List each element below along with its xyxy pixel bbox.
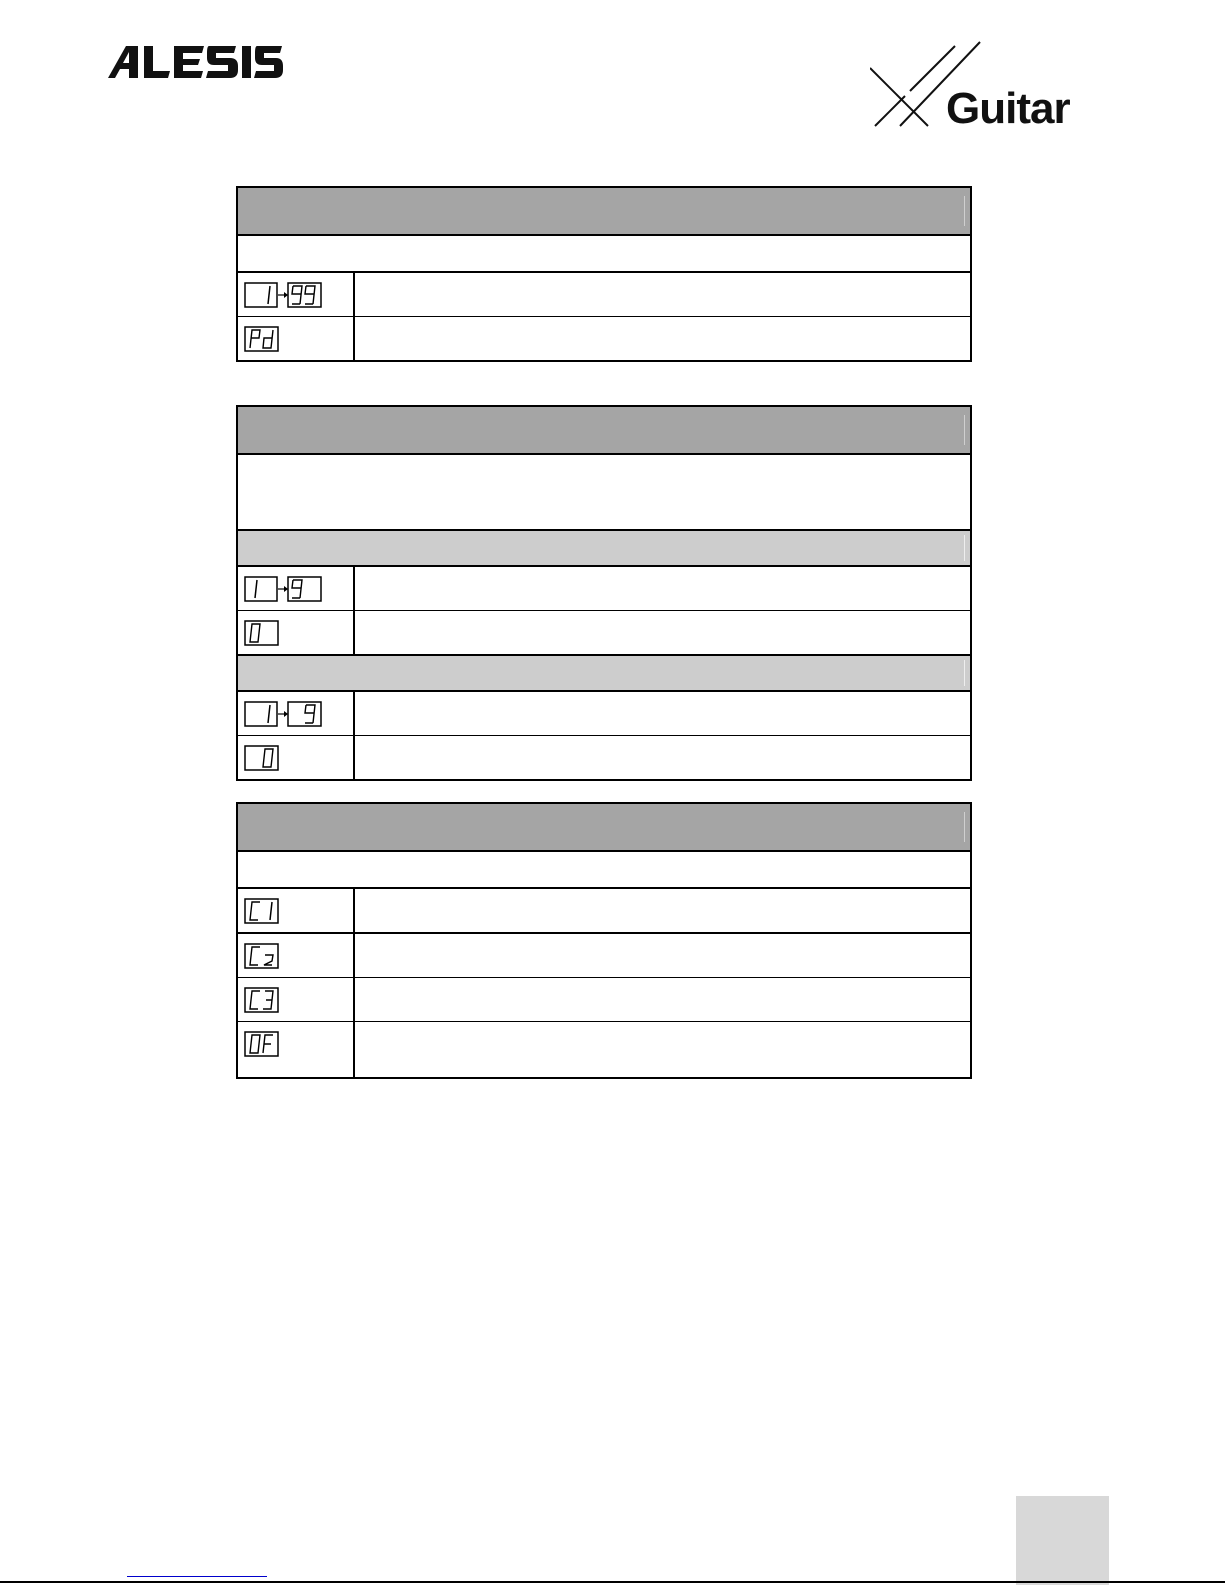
lcd-range-1-9-right-icon <box>244 701 322 727</box>
table-row <box>238 1022 970 1077</box>
table-1 <box>236 186 972 362</box>
table-1-description <box>238 236 970 273</box>
table-3-description <box>238 852 970 889</box>
table-1-header <box>238 188 970 236</box>
display-cell <box>238 273 355 316</box>
display-cell <box>238 978 355 1021</box>
lcd-c2-icon <box>244 943 280 969</box>
table-2 <box>236 405 972 781</box>
table-row <box>238 273 970 317</box>
display-cell <box>238 736 355 779</box>
lcd-c3-icon <box>244 987 280 1013</box>
table-row <box>238 567 970 611</box>
footer-rule <box>0 1581 1225 1583</box>
table-row <box>238 317 970 360</box>
table-3 <box>236 802 972 1079</box>
display-cell <box>238 611 355 654</box>
display-cell <box>238 567 355 610</box>
lcd-c1-icon <box>244 898 280 924</box>
table-3-header <box>238 804 970 852</box>
display-cell <box>238 934 355 977</box>
table-row <box>238 736 970 779</box>
table-2-header <box>238 407 970 455</box>
table-2-subheader-1 <box>238 531 970 567</box>
footer-link-underline <box>127 1576 267 1577</box>
lcd-range-1-99-icon <box>244 282 322 308</box>
display-cell <box>238 889 355 932</box>
lcd-0-right-icon <box>244 745 280 771</box>
table-row <box>238 692 970 736</box>
lcd-of-icon <box>244 1031 280 1057</box>
table-row <box>238 934 970 978</box>
table-2-description <box>238 455 970 531</box>
table-row <box>238 889 970 934</box>
table-2-subheader-2 <box>238 655 970 692</box>
alesis-logo <box>108 44 283 80</box>
page-number-box <box>1016 1496 1109 1585</box>
display-cell <box>238 692 355 735</box>
lcd-pd-icon <box>244 326 280 352</box>
xguitar-logo <box>870 40 1085 130</box>
display-cell <box>238 1022 355 1077</box>
table-row <box>238 611 970 655</box>
lcd-0-icon <box>244 620 280 646</box>
lcd-range-1-9-icon <box>244 576 322 602</box>
display-cell <box>238 317 355 360</box>
table-row <box>238 978 970 1022</box>
svg-text:Guitar: Guitar <box>946 84 1070 130</box>
